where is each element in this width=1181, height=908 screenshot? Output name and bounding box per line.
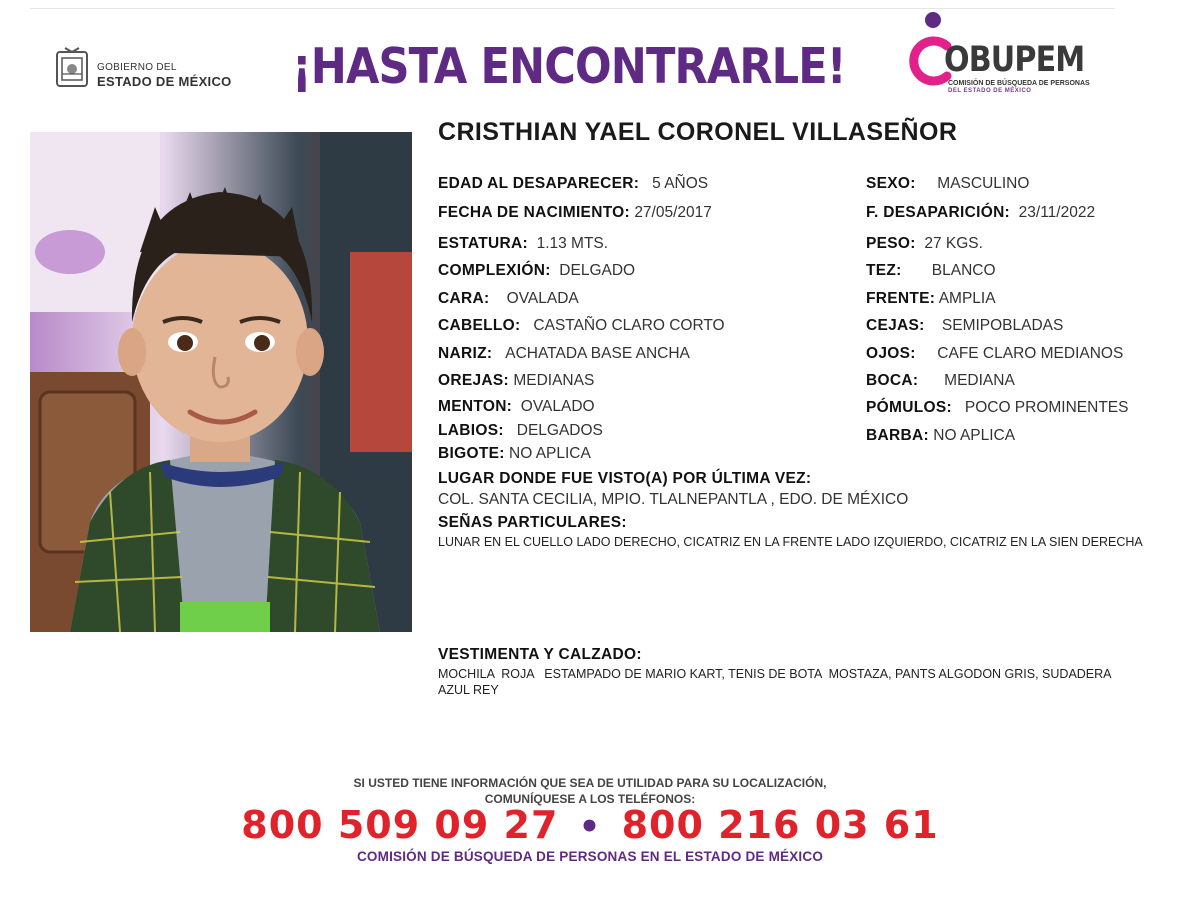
field-label: BOCA: [866,372,919,389]
field-value: POCO PROMINENTES [964,399,1129,416]
missing-person-photo [30,132,412,632]
marks-text: LUNAR EN EL CUELLO LADO DERECHO, CICATRIZ EN LA FRENTE LADO IZQUIERDO, CICATRIZ EN LA SIEN DERECHA [438,535,1143,549]
contact-line1: SI USTED TIENE INFORMACIÓN QUE SEA DE UTILIDAD PARA SU LOCALIZACIÓN, [353,776,827,790]
field-label: FECHA DE NACIMIENTO: [438,204,630,221]
phone-number-2[interactable]: 800 216 03 61 [621,803,939,847]
field-value: BLANCO [931,262,996,279]
field-value: CAFE CLARO MEDIANOS [937,345,1124,362]
field-label: CEJAS: [866,317,925,334]
state-seal-icon [55,46,89,88]
field-value: DELGADO [559,262,636,279]
field-label: MENTON: [438,398,513,415]
field-ojos [866,345,1123,363]
field-bigote [438,445,591,463]
phone-numbers [160,803,1020,847]
field-value: SEMIPOBLADAS [941,317,1064,334]
field-fecha-desaparicion [866,204,1095,222]
last-seen-value [438,491,908,509]
field-value: MEDIANA [944,372,1015,389]
last-seen-text: COL. SANTA CECILIA, MPIO. TLALNEPANTLA , EDO. DE MÉXICO [438,491,909,508]
field-value: OVALADA [506,290,579,307]
field-sexo [866,175,1029,193]
field-fecha-nacimiento [438,204,712,222]
field-cejas [866,317,1063,335]
field-value: ACHATADA BASE ANCHA [505,345,690,362]
field-label: LABIOS: [438,422,504,439]
clothing-label: VESTIMENTA Y CALZADO: [438,646,642,663]
field-value: 27 KGS. [924,235,983,252]
gobierno-line1: GOBIERNO DEL [97,62,177,73]
field-label: BIGOTE: [438,445,505,462]
field-nariz [438,345,690,363]
field-label: TEZ: [866,262,902,279]
field-labios [438,422,603,440]
field-boca [866,372,1015,390]
field-estatura [438,235,608,253]
field-label: COMPLEXIÓN: [438,262,551,279]
contact-line2: COMUNÍQUESE A LOS TELÉFONOS: [484,792,696,806]
field-label: PESO: [866,235,916,252]
field-label: FRENTE: [866,290,936,307]
field-value: 5 AÑOS [652,175,709,192]
field-value: OVALADO [520,398,595,415]
last-seen-label: LUGAR DONDE FUE VISTO(A) POR ÚLTIMA VEZ: [438,470,812,487]
field-barba [866,427,1015,445]
field-label: CABELLO: [438,317,521,334]
field-label: OJOS: [866,345,916,362]
field-label: NARIZ: [438,345,493,362]
field-cabello [438,317,725,335]
field-label: F. DESAPARICIÓN: [866,204,1011,221]
field-tez [866,262,996,280]
field-value: CASTAÑO CLARO CORTO [533,317,725,334]
field-frente [866,290,996,308]
phone-number-1[interactable]: 800 509 09 27 [241,803,559,847]
field-cara [438,290,579,308]
field-value: NO APLICA [509,445,591,462]
field-value: NO APLICA [933,427,1016,444]
field-value: 1.13 MTS. [536,235,609,252]
cobupem-brand: OBUPEM [944,40,1085,80]
field-label: EDAD AL DESAPARECER: [438,175,640,192]
field-value: DELGADOS [516,422,603,439]
gobierno-logo [55,46,245,92]
field-value: MASCULINO [937,175,1030,192]
field-value: MEDIANAS [513,372,595,389]
field-label: BARBA: [866,427,929,444]
field-label: PÓMULOS: [866,399,952,416]
cobupem-sub1: COMISIÓN DE BÚSQUEDA DE PERSONAS [948,80,1090,87]
field-complexion [438,262,635,280]
field-label: ESTATURA: [438,235,528,252]
person-name: CRISTHIAN YAEL CORONEL VILLASEÑOR [438,118,958,146]
field-orejas [438,372,594,390]
gobierno-line2: ESTADO DE MÉXICO [97,74,232,89]
phone-separator: • [578,807,602,847]
headline: ¡HASTA ENCONTRARLE! [292,38,846,95]
field-label: SEXO: [866,175,916,192]
top-divider [30,8,1115,9]
cobupem-logo [900,10,1100,100]
field-value: AMPLIA [938,290,996,307]
cobupem-sub2: DEL ESTADO DE MÉXICO [948,88,1032,94]
field-edad [438,175,708,193]
marks-label: SEÑAS PARTICULARES: [438,514,627,531]
field-menton [438,398,595,416]
field-pomulos [866,399,1129,417]
field-label: CARA: [438,290,490,307]
commission-name: COMISIÓN DE BÚSQUEDA DE PERSONAS EN EL ESTADO DE MÉXICO [356,849,824,864]
field-peso [866,235,983,253]
field-label: OREJAS: [438,372,510,389]
clothing-text: MOCHILA ROJA ESTAMPADO DE MARIO KART, TENIS DE BOTA MOSTAZA, PANTS ALGODON GRIS, SUDADERA AZUL REY [438,667,1118,697]
field-value: 27/05/2017 [634,204,712,221]
field-value: 23/11/2022 [1018,204,1096,221]
